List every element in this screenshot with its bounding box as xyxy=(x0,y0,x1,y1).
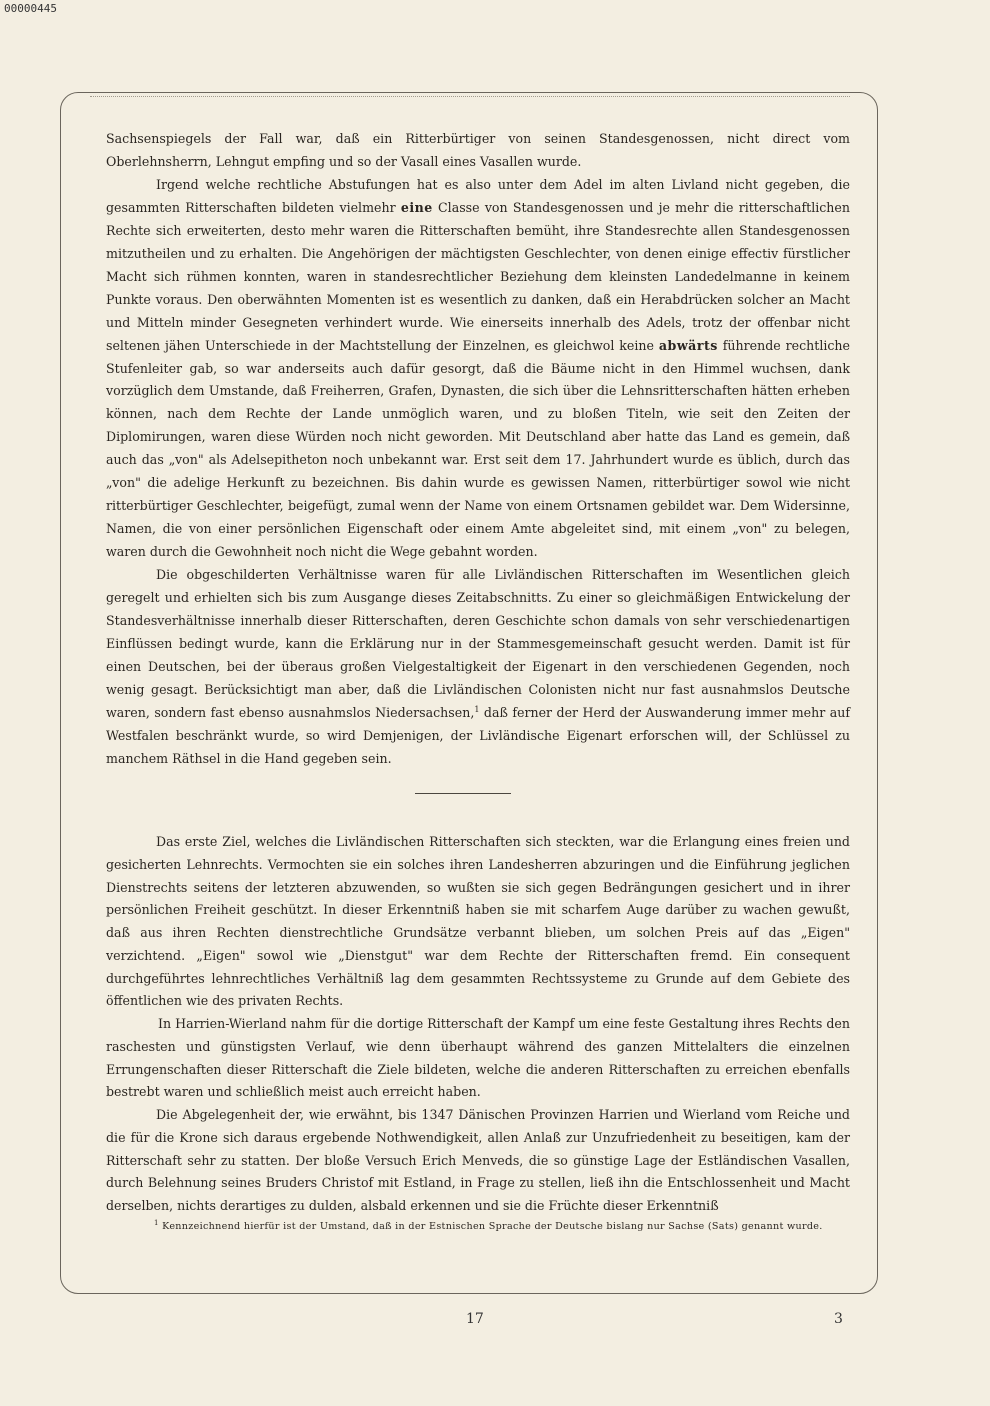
footnote xyxy=(106,1214,850,1236)
page-number: 17 xyxy=(466,1311,484,1327)
section-1 xyxy=(106,128,850,771)
paragraph-3: Die obgeschilderten Verhältnisse waren für alle Livländischen Ritterschaften im Wesentlichen gleich geregelt und erhielten sich bis zum Ausgange dieses Zeitabschnitts. Zu einer so gleichmäßigen Entwickelung der Standesverhältnisse innerhalb dieser Ritterschaften, deren Geschichte schon damals von sehr verschiedenartigen Einflüssen bedingt wurde, kann die Erklärung nur in der Stammesgemeinschaft gesucht werden. Damit ist für einen Deutschen, bei der überaus großen Vielgestaltigkeit der Eigenart in den verschiedenen Gegenden, noch wenig gesagt. Berücksichtigt man aber, daß die Livländischen Colonisten nicht nur fast ausnahmslos Deutsche waren, sondern fast ebenso ausnahmslos Niedersachsen,$^1$ daß ferner der Herd der Auswanderung immer mehr auf Westfalen beschränkt wurde, so wird Demjenigen, der Livländische Eigenart erforschen will, der Schlüssel zu manchem Räthsel in die Hand gegeben sein. xyxy=(106,567,850,766)
sheet-number: 3 xyxy=(834,1311,843,1327)
scan-id: 00000445 xyxy=(4,2,57,15)
footnote-text: Kennzeichnend hierfür ist der Umstand, daß in der Estnischen Sprache der Deutsche bislang nur Sachse (Sats) genannt wurde. xyxy=(158,1221,823,1233)
paragraph-6: Die Abgelegenheit der, wie erwähnt, bis 1347 Dänischen Provinzen Harrien und Wierland vom Reiche und die für die Krone sich daraus ergebende Nothwendigkeit, allen Anlaß zur Unzufriedenheit zu beseitigen, kam der Ritterschaft sehr zu statten. Der bloße Versuch Erich Menveds, die so günstige Lage der Estländischen Vasallen, durch Belehnung seines Bruders Christof mit Estland, in Frage zu stellen, ließ ihn die Entschlossenheit und Macht derselben, nichts derartiges zu dulden, alsbald erkennen und sie die Früchte dieser Erkenntniß xyxy=(106,1107,850,1213)
section-divider xyxy=(415,793,511,794)
paragraph-5: In Harrien-Wierland nahm für die dortige Ritterschaft der Kampf um eine feste Gestaltung ihres Rechts den raschesten und günstigsten Verlauf, wie denn überhaupt während des ganzen Mittelalters die einzelnen Errungenschaften dieser Ritterschaft die Ziele bildeten, welche die anderen Ritterschaften zu erreichen ebenfalls bestrebt waren und schließlich meist auch erreicht haben. xyxy=(106,1016,850,1100)
emphasis-abwaerts: abwärts xyxy=(658,337,718,353)
frame-dotted-rule xyxy=(90,96,850,97)
paragraph-2: Irgend welche rechtliche Abstufungen hat es also unter dem Adel im alten Livland nicht gegeben, die gesammten Ritterschaften bildeten vielmehr eine Classe von Standesgenossen und je mehr die ritterschaftlichen Rechte sich erweiterten, desto mehr waren die Ritterschaften bemüht, ihre Standesrechte allen Standesgenossen mitzutheilen und zu erhalten. Die Angehörigen der mächtigsten Geschlechter, von denen einige effectiv fürstlicher Macht sich rühmen konnten, waren in standesrechtlicher Beziehung dem kleinsten Landedelmanne in keinem Punkte voraus. Den oberwähnten Momenten ist es wesentlich zu danken, daß ein Herabdrücken solcher an Macht und Mitteln minder Gesegneten verhindert wurde. Wie einerseits innerhalb des Adels, trotz der offenbar nicht seltenen jähen Unterschiede in der Machtstellung der Einzelnen, es gleichwol keine abwärts führende rechtliche Stufenleiter gab, so war anderseits auch dafür gesorgt, daß die Bäume nicht in den Himmel wuchsen, dank vorzüglich dem Umstande, daß Freiherren, Grafen, Dynasten, die sich über die Lehnsritterschaften hätten erheben können, nach dem Rechte der Lande unmöglich waren, und zu bloßen Titeln, wie seit den Zeiten der Diplomirungen, waren diese Würden noch nicht geworden. Mit Deutschland aber hatte das Land es gemein, daß auch das „von" als Adelsepitheton noch unbekannt war. Erst seit dem 17. Jahrhundert wurde es üblich, durch das „von" die adelige Herkunft zu bezeichnen. Bis dahin wurde es gewissen Namen, ritterbürtiger sowol wie nicht ritterbürtiger Geschlechter, beigefügt, zumal wenn der Name von einem Ortsnamen gebildet war. Dem Widersinne, Namen, die von einer persönlichen Eigenschaft oder einem Amte abgeleitet sind, mit einem „von" zu belegen, waren durch die Gewohnheit noch nicht die Wege gebahnt worden. xyxy=(106,176,851,560)
emphasis-eine: eine xyxy=(400,199,433,215)
footnote-marker: 1 xyxy=(154,1219,159,1227)
paragraph-1: Sachsenspiegels der Fall war, daß ein Ritterbürtiger von seinen Standesgenossen, nicht direct vom Oberlehnsherrn, Lehngut empfing und so der Vasall eines Vasallen wurde. xyxy=(106,131,850,169)
section-2 xyxy=(106,831,850,1218)
paragraph-4: Das erste Ziel, welches die Livländischen Ritterschaften sich steckten, war die Erlangung eines freien und gesicherten Lehnrechts. Vermochten sie ein solches ihren Landesherren abzuringen und die Einführung jeglichen Dienstrechts seitens der letzteren abzuwenden, so wußten sie sich gegen Bedrängungen gesichert und in ihrer persönlichen Freiheit geschützt. In dieser Erkenntniß haben sie mit scharfem Auge darüber zu wachen gewußt, daß aus ihren Rechten dienstrechtliche Grundsätze verbannt blieben, um solchen Preis auf das „Eigen" verzichtend. „Eigen" sowol wie „Dienstgut" war dem Rechte der Ritterschaften fremd. Ein consequent durchgeführtes lehnrechtliches Verhältniß lag dem gesammten Rechtssysteme zu Grunde auf dem Gebiete des öffentlichen wie des privaten Rechts. xyxy=(106,834,850,1009)
footnote-ref: 1 xyxy=(474,704,480,714)
